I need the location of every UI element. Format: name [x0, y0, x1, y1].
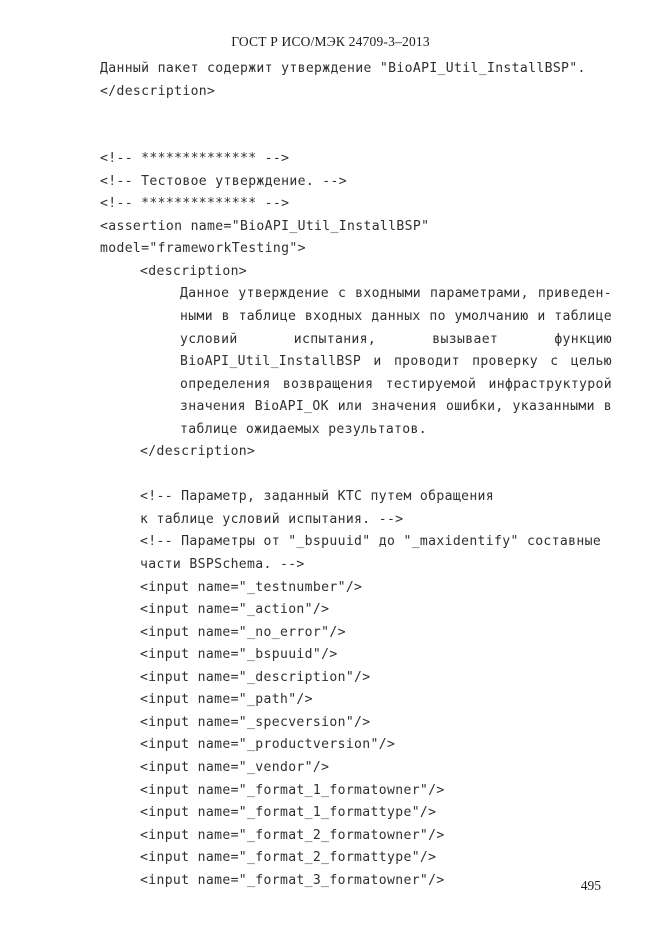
- description-line: [180, 351, 612, 374]
- description-word: в: [603, 399, 612, 415]
- description-word: данных: [371, 309, 421, 325]
- code-line: <!-- Тестовое утверждение. -->: [100, 173, 347, 189]
- description-word: таблице ожидаемых результатов.: [180, 421, 427, 437]
- description-line: [180, 419, 612, 442]
- code-line: <assertion name="BioAPI_Util_InstallBSP": [100, 218, 430, 234]
- code-line: Данный пакет содержит утверждение "BioAPI_Util_InstallBSP".: [100, 61, 586, 76]
- description-word: умолчанию: [454, 309, 529, 325]
- description-word: ными: [180, 309, 213, 325]
- code-line-blank: [0, 464, 661, 487]
- description-word: условий: [180, 331, 238, 347]
- code-block-bottom: [0, 441, 661, 892]
- code-line: <input name="_no_error"/>: [140, 624, 346, 640]
- code-line-blank: [0, 103, 661, 126]
- page-number: 495: [580, 878, 601, 893]
- code-line: <input name="_productversion"/>: [140, 737, 396, 753]
- description-word: ошибки,: [446, 399, 504, 415]
- description-word: таблице: [554, 309, 612, 325]
- description-word: и: [373, 354, 382, 370]
- description-word: BioAPI_OK: [254, 399, 329, 415]
- description-line: [180, 283, 612, 306]
- description-word: приведен-: [537, 286, 612, 302]
- code-line: </description>: [140, 444, 256, 460]
- code-line: </description>: [100, 83, 216, 99]
- description-word: утверждение: [238, 286, 329, 302]
- description-word: в: [221, 309, 230, 325]
- description-word: испытания,: [293, 331, 377, 347]
- code-line: <!-- Параметр, заданный КТС путем обращения: [140, 489, 495, 505]
- code-line: model="frameworkTesting">: [100, 241, 306, 257]
- code-line: <input name="_format_2_formatowner"/>: [140, 827, 445, 843]
- code-line: <input name="_vendor"/>: [140, 759, 330, 775]
- description-word: таблице: [238, 309, 297, 325]
- code-line: <input name="_action"/>: [140, 602, 330, 618]
- description-line: [180, 396, 612, 419]
- description-word: значения: [371, 399, 438, 415]
- description-word: проводит: [393, 354, 460, 370]
- description-word: и: [537, 309, 546, 325]
- description-word: целью: [570, 354, 612, 370]
- code-line: <!-- ************** -->: [100, 196, 290, 212]
- code-line: <input name="_format_1_formatowner"/>: [140, 782, 445, 798]
- code-line: <input name="_format_1_formattype"/>: [140, 805, 437, 821]
- code-listing: [0, 58, 661, 892]
- code-line: <description>: [140, 263, 248, 279]
- description-word: вызывает: [432, 331, 499, 347]
- code-line: <input name="_path"/>: [140, 692, 313, 708]
- code-line: <!-- ************** -->: [100, 151, 290, 167]
- description-word: определения: [180, 376, 271, 392]
- code-line: <input name="_format_2_formattype"/>: [140, 850, 437, 866]
- description-word: значения: [180, 399, 246, 415]
- running-header-standard-id: ГОСТ Р ИСО/МЭК 24709-3–2013: [231, 34, 430, 49]
- code-line-blank: [0, 126, 661, 149]
- description-line: [180, 329, 612, 352]
- description-word: проверку: [472, 354, 538, 370]
- description-word: входными: [355, 286, 422, 302]
- description-word: по: [429, 309, 446, 325]
- description-word: функцию: [554, 331, 612, 347]
- code-line: <!-- Параметры от "_bspuuid" до "_maxidentify" составные: [140, 534, 602, 550]
- description-paragraph-block: [0, 283, 661, 441]
- code-line: <input name="_bspuuid"/>: [140, 647, 338, 663]
- description-line: [180, 306, 612, 329]
- description-word: инфраструктурой: [488, 376, 612, 392]
- description-line: [180, 374, 612, 397]
- description-word: параметрами,: [430, 286, 529, 302]
- code-line: <input name="_specversion"/>: [140, 714, 371, 730]
- description-word: тестируемой: [385, 376, 477, 392]
- description-word: Данное: [180, 286, 230, 302]
- description-word: или: [337, 399, 363, 415]
- description-word: указанными: [512, 399, 595, 415]
- code-line: к таблице условий испытания. -->: [140, 511, 404, 527]
- code-line: <input name="_format_3_formatowner"/>: [140, 872, 445, 888]
- description-word: с: [337, 286, 347, 302]
- description-word: с: [550, 354, 559, 370]
- code-line: части BSPSchema. -->: [140, 557, 305, 573]
- description-word: входных: [304, 309, 363, 325]
- description-word: BioAPI_Util_InstallBSP: [180, 354, 362, 370]
- code-line: <input name="_testnumber"/>: [140, 579, 363, 595]
- code-line: <input name="_description"/>: [140, 669, 371, 685]
- description-word: возвращения: [282, 376, 374, 392]
- code-block-top: [0, 58, 661, 283]
